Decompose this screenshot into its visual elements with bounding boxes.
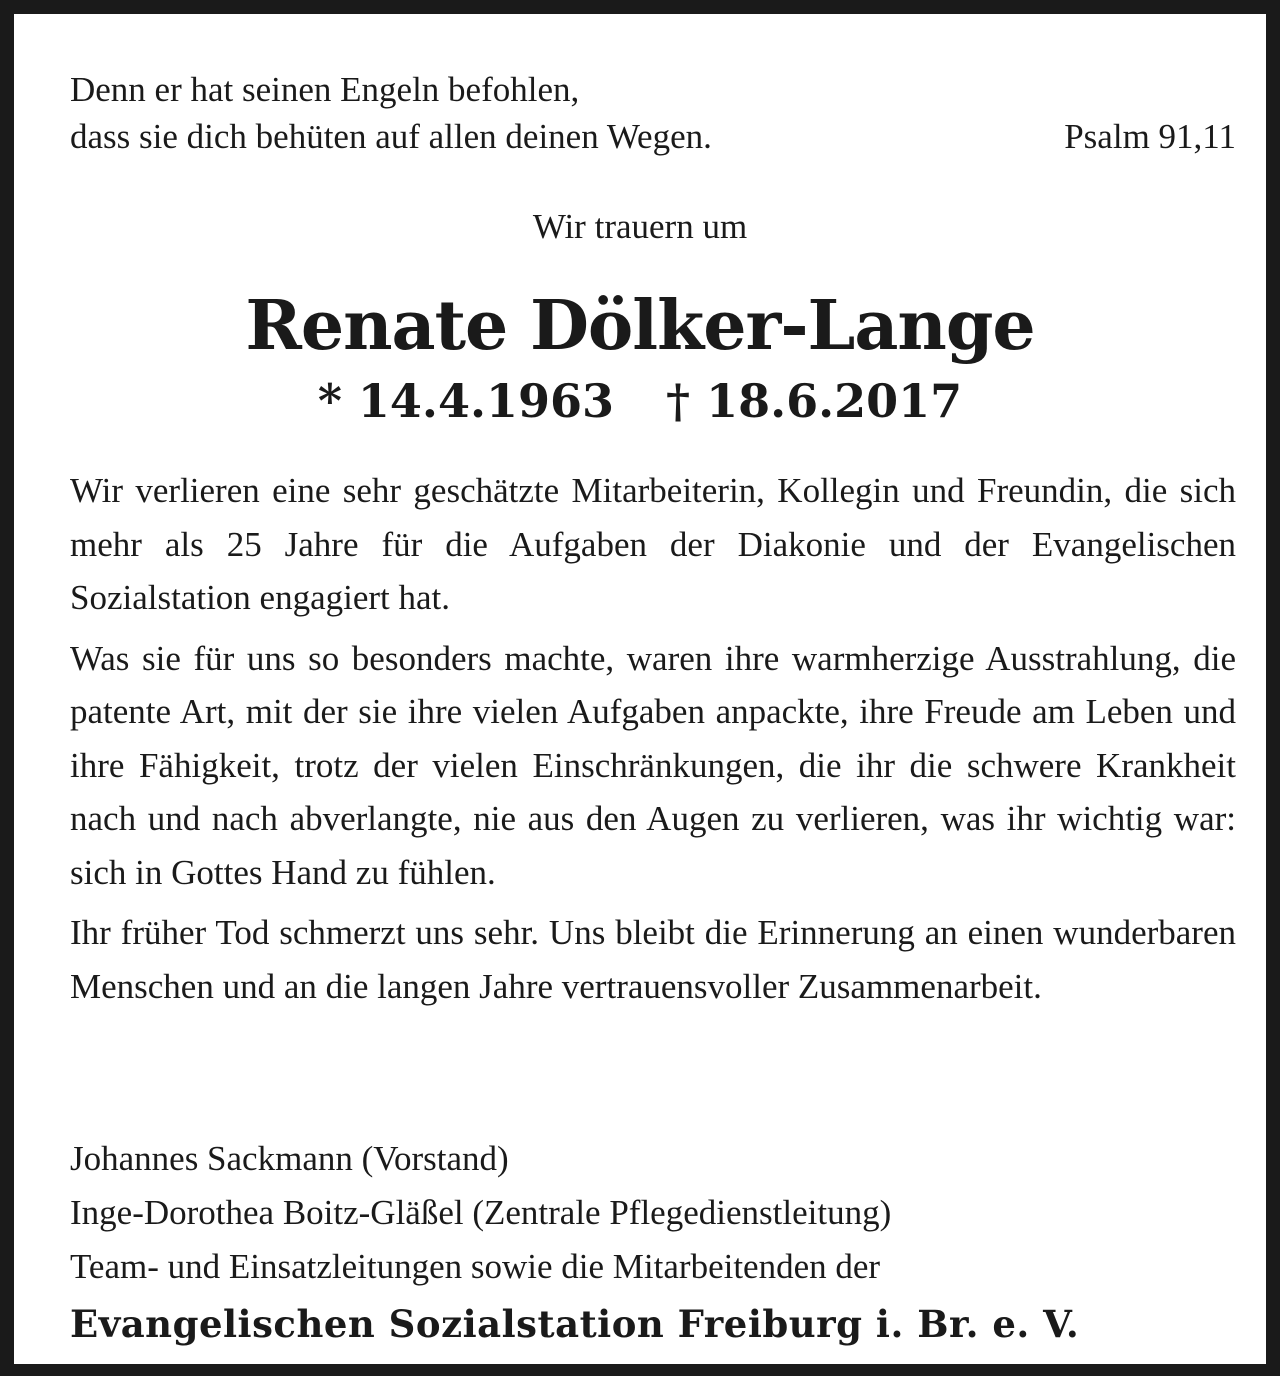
birth-date: * 14.4.1963	[317, 374, 614, 428]
paragraph-tribute: Wir verlieren eine sehr geschätzte Mitarbeiterin, Kollegin und Freundin, die sich mehr als 25 Jahre für die Aufgaben der Diakonie und der Evangelischen Sozialstation engagiert hat.	[70, 471, 1236, 617]
deceased-name: Renate Dölker-Lange	[245, 286, 1035, 366]
verse-line-1: Denn er hat seinen Engeln befohlen,	[70, 70, 580, 109]
paragraph-farewell: Ihr früher Tod schmerzt uns sehr. Uns bleibt die Erinnerung an einen wunderbaren Menschen und an die langen Jahre vertrauensvoller Zusammenarbeit.	[70, 913, 1236, 1006]
verse-reference: Psalm 91,11	[1064, 117, 1236, 156]
paragraph-personality: Was sie für uns so besonders machte, waren ihre warmherzige Ausstrahlung, die patente Art, mit der sie ihre vielen Aufgaben anpackte, ihre Freude am Leben und ihre Fähigkeit, trotz der vielen Einschränkungen, die ihr die schwere Krankheit nach und nach abverlangte, nie aus den Augen zu verlieren, was ihr wichtig war: sich in Gottes Hand zu fühlen.	[70, 638, 1236, 892]
signatories	[70, 1132, 1236, 1354]
verse-line-2: dass sie dich behüten auf allen deinen Wegen.	[70, 117, 712, 156]
mourning-intro: Wir trauern um	[532, 207, 748, 246]
life-dates	[14, 372, 1266, 430]
organization-name: Evangelischen Sozialstation Freiburg i. Br. e. V.	[70, 1302, 1080, 1346]
obituary-text	[70, 464, 1236, 1020]
death-date: † 18.6.2017	[666, 374, 963, 428]
signatory-teams: Team- und Einsatzleitungen sowie die Mitarbeitenden der	[70, 1247, 881, 1286]
bible-verse	[70, 66, 1236, 160]
signatory-board: Johannes Sackmann (Vorstand)	[70, 1139, 509, 1178]
signatory-nursing-lead: Inge-Dorothea Boitz-Gläßel (Zentrale Pflegedienstleitung)	[70, 1193, 892, 1232]
